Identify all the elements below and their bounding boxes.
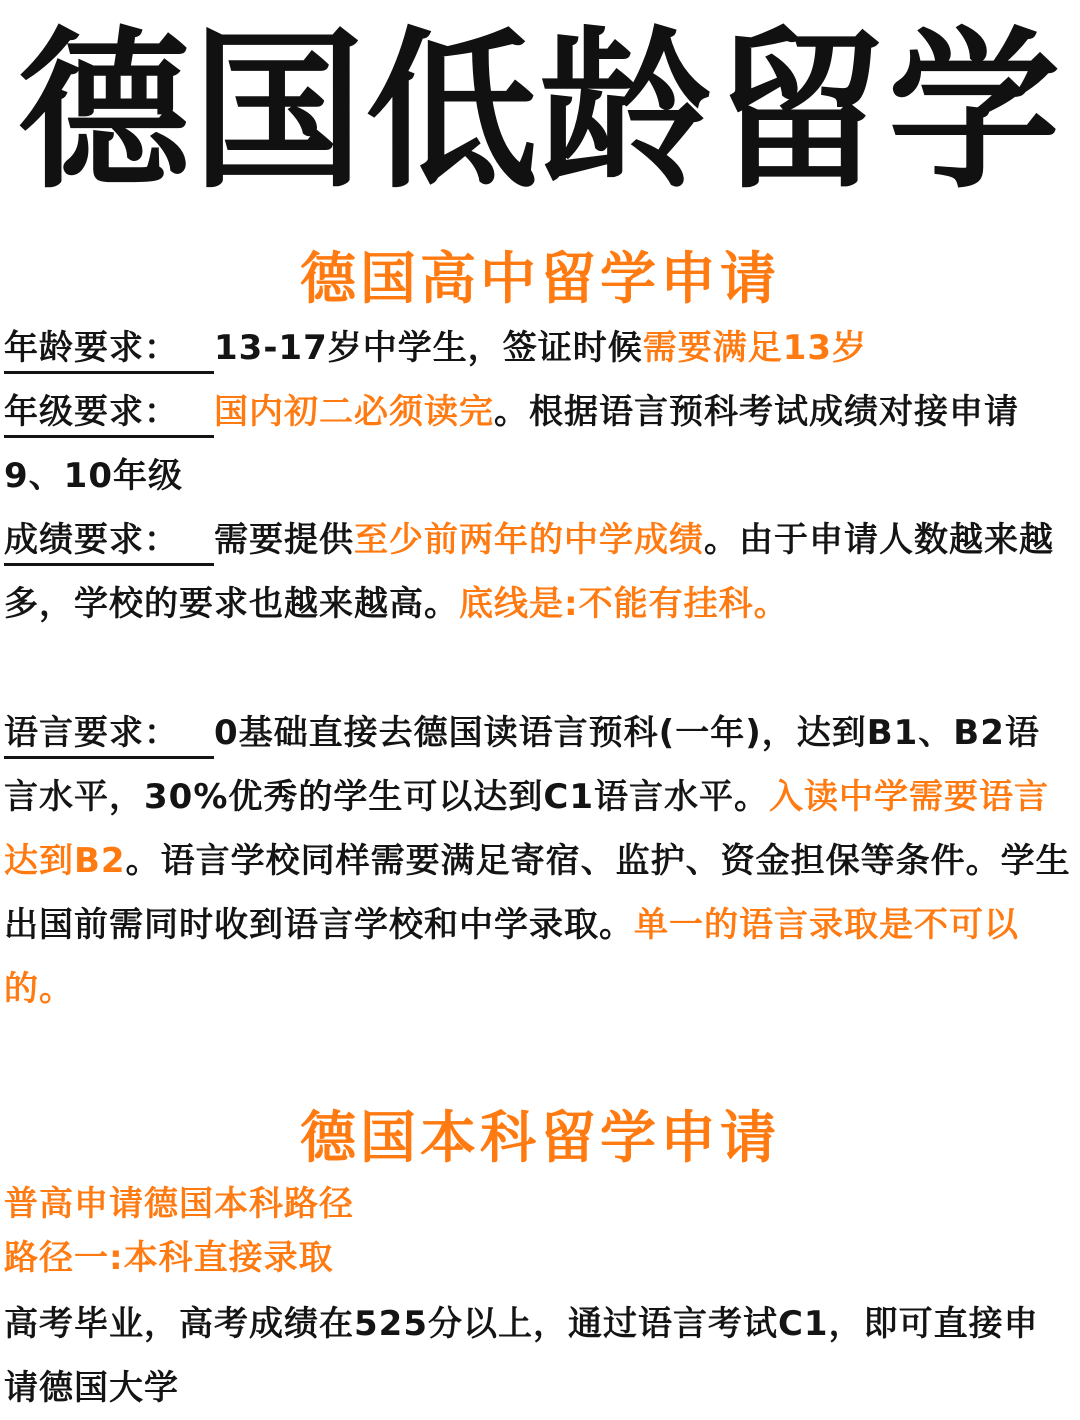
grade-requirement-highlight: 国内初二必须读完 [214, 392, 494, 432]
language-requirement-highlight: 入读中学需要语言达到B2 [4, 777, 1049, 881]
score-requirement-highlight: 至少前两年的中学成绩 [354, 520, 704, 560]
grade-requirement-label: 年级要求： [4, 389, 214, 438]
grade-requirement [4, 380, 1072, 508]
score-requirement-label: 成绩要求： [4, 517, 214, 566]
bachelor-path1-title: 路径一:本科直接录取 [4, 1238, 334, 1278]
language-requirement [4, 701, 1072, 1021]
score-requirement-text: 需要提供 [214, 520, 354, 560]
bachelor-path-title: 普高申请德国本科路径 [4, 1184, 354, 1224]
language-requirement-warning: 单一的语言录取是不可以的。 [4, 905, 1019, 1009]
section-heading-bachelor: 德国本科留学申请 [300, 1106, 780, 1171]
age-requirement-label: 年龄要求： [4, 325, 214, 374]
score-requirement [4, 508, 1072, 636]
age-requirement-text: 13-17岁中学生，签证时候 [214, 328, 643, 368]
age-requirement-highlight: 需要满足13岁 [642, 328, 868, 368]
age-requirement [4, 316, 1072, 380]
score-requirement-text-2: 。由于申请人数越来越多，学校的要求也越来越高。 [4, 520, 1054, 624]
language-requirement-text-2: 。语言学校同样需要满足寄宿、监护、资金担保等条件。学生出国前需同时收到语言学校和中学录取。 [4, 841, 1071, 945]
score-requirement-bottom-line: 底线是:不能有挂科。 [459, 584, 789, 624]
grade-requirement-text: 。根据语言预科考试成绩对接申请9、10年级 [4, 392, 1019, 496]
bachelor-path1-text: 高考毕业，高考成绩在525分以上，通过语言考试C1，即可直接申请德国大学 [4, 1304, 1039, 1408]
page-title: 德国低龄留学 [18, 11, 1062, 212]
language-requirement-label: 语言要求： [4, 710, 214, 759]
section-heading-high-school: 德国高中留学申请 [300, 247, 780, 312]
language-requirement-text: 0基础直接去德国读语言预科(一年)，达到B1、B2语言水平，30%优秀的学生可以达到C1语言水平。 [4, 713, 1040, 817]
